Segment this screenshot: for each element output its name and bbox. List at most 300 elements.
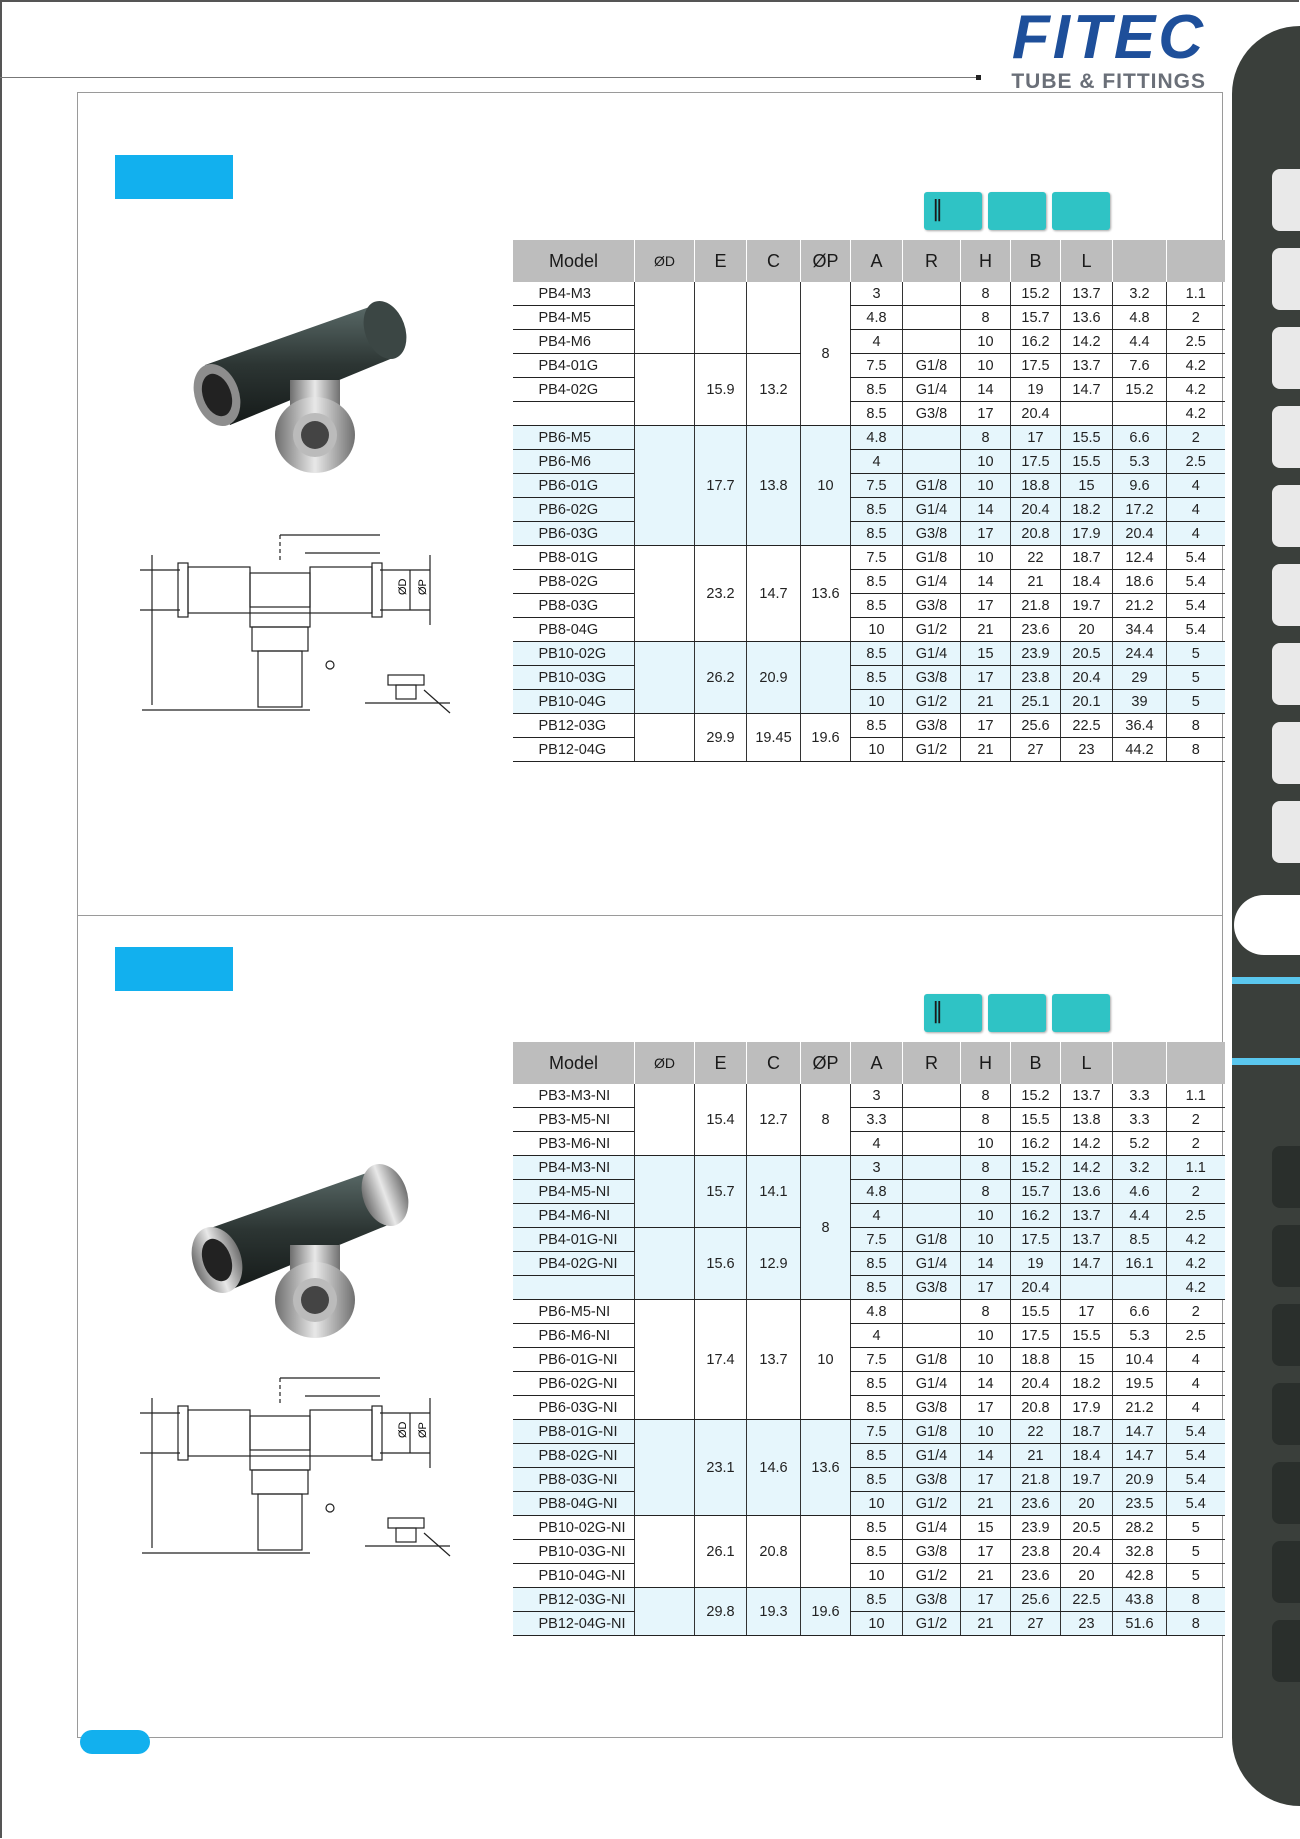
cell-h: 8 — [961, 1300, 1011, 1324]
cell-l: 19.7 — [1061, 594, 1113, 618]
cell-model: PB12-04G-NI — [513, 1612, 635, 1636]
cell-h: 21 — [961, 618, 1011, 642]
cell-model: PB8-01G-NI — [513, 1420, 635, 1444]
cell-r: G1/4 — [903, 1252, 961, 1276]
column-header — [1113, 240, 1167, 282]
cell-e: 26.2 — [695, 642, 747, 714]
cell-l: 17.9 — [1061, 522, 1113, 546]
cell-x1: 5.2 — [1113, 1132, 1167, 1156]
section-label-2 — [115, 947, 233, 991]
option-tab[interactable] — [988, 994, 1046, 1032]
cell-l: 20 — [1061, 1492, 1113, 1516]
side-index-tab[interactable] — [1272, 564, 1300, 626]
side-index-tab[interactable] — [1272, 1225, 1300, 1287]
cell-a: 10 — [851, 1564, 903, 1588]
cell-a: 4.8 — [851, 426, 903, 450]
cell-b: 16.2 — [1011, 1204, 1061, 1228]
cell-x2: 2.5 — [1167, 1204, 1225, 1228]
cell-b: 27 — [1011, 738, 1061, 762]
cell-e: 23.2 — [695, 546, 747, 642]
brand-tagline: TUBE & FITTINGS — [1011, 70, 1206, 93]
cell-l: 18.4 — [1061, 570, 1113, 594]
cell-model: PB3-M5-NI — [513, 1108, 635, 1132]
cell-model: PB12-03G — [513, 714, 635, 738]
table-row — [513, 594, 1225, 618]
cell-r — [903, 426, 961, 450]
side-index-accent — [1232, 1058, 1300, 1065]
table-row — [513, 1180, 1225, 1204]
cell-b: 21 — [1011, 570, 1061, 594]
cell-l: 15.5 — [1061, 450, 1113, 474]
table-row — [513, 1492, 1225, 1516]
cell-b: 20.4 — [1011, 498, 1061, 522]
cell-model: PB4-M3-NI — [513, 1156, 635, 1180]
cell-b: 19 — [1011, 1252, 1061, 1276]
cell-r: G3/8 — [903, 522, 961, 546]
cell-h: 8 — [961, 282, 1011, 306]
cell-r — [903, 330, 961, 354]
cell-model: PB12-04G — [513, 738, 635, 762]
cell-r — [903, 1108, 961, 1132]
cell-a: 10 — [851, 1612, 903, 1636]
cell-c: 19.3 — [747, 1588, 801, 1636]
side-index-tab[interactable] — [1272, 722, 1300, 784]
cell-p: 10 — [801, 1300, 851, 1420]
cell-p: 10 — [801, 426, 851, 546]
cell-x2: 5 — [1167, 642, 1225, 666]
cell-l: 14.2 — [1061, 330, 1113, 354]
cell-l: 18.7 — [1061, 546, 1113, 570]
cell-h: 10 — [961, 1324, 1011, 1348]
table-row — [513, 1516, 1225, 1540]
cell-l: 22.5 — [1061, 1588, 1113, 1612]
cell-model — [513, 1276, 635, 1300]
cell-a: 8.5 — [851, 498, 903, 522]
cell-r: G3/8 — [903, 1468, 961, 1492]
cell-a: 7.5 — [851, 1228, 903, 1252]
table-row — [513, 618, 1225, 642]
table-row — [513, 1396, 1225, 1420]
cell-x1: 23.5 — [1113, 1492, 1167, 1516]
cell-x1: 4.4 — [1113, 1204, 1167, 1228]
cell-h: 14 — [961, 498, 1011, 522]
cell-x1: 3.3 — [1113, 1108, 1167, 1132]
cell-r: G1/8 — [903, 474, 961, 498]
side-index-tab[interactable] — [1272, 248, 1300, 310]
cell-a: 3.3 — [851, 1108, 903, 1132]
cell-r: G1/2 — [903, 1612, 961, 1636]
cell-p — [801, 642, 851, 714]
cell-b: 15.2 — [1011, 1084, 1061, 1108]
table-row — [513, 1444, 1225, 1468]
od-label: ØD — [397, 1421, 409, 1438]
cell-h: 15 — [961, 642, 1011, 666]
cell-l: 22.5 — [1061, 714, 1113, 738]
table-row — [513, 378, 1225, 402]
cell-r — [903, 1084, 961, 1108]
cell-e: 15.4 — [695, 1084, 747, 1156]
cell-od — [635, 1156, 695, 1228]
cell-x1: 5.3 — [1113, 1324, 1167, 1348]
cell-l: 18.7 — [1061, 1420, 1113, 1444]
technical-drawing-1 — [130, 525, 510, 725]
cell-r: G1/2 — [903, 690, 961, 714]
cell-x2: 4.2 — [1167, 1228, 1225, 1252]
cell-x2: 4.2 — [1167, 1276, 1225, 1300]
cell-e: 15.9 — [695, 354, 747, 426]
cell-l: 14.7 — [1061, 378, 1113, 402]
option-tab[interactable] — [1052, 994, 1110, 1032]
column-header: H — [961, 1042, 1011, 1084]
table-row — [513, 570, 1225, 594]
cell-p: 13.6 — [801, 1420, 851, 1516]
cell-model: PB8-04G-NI — [513, 1492, 635, 1516]
side-index-tab[interactable] — [1272, 1620, 1300, 1682]
cell-model: PB8-04G — [513, 618, 635, 642]
cell-a: 8.5 — [851, 402, 903, 426]
cell-b: 16.2 — [1011, 1132, 1061, 1156]
cell-l: 14.2 — [1061, 1156, 1113, 1180]
cell-h: 10 — [961, 1348, 1011, 1372]
cell-x1 — [1113, 1276, 1167, 1300]
cell-l: 18.2 — [1061, 498, 1113, 522]
cell-l: 13.7 — [1061, 1084, 1113, 1108]
table-row — [513, 1108, 1225, 1132]
cell-b: 15.5 — [1011, 1108, 1061, 1132]
cell-x2: 1.1 — [1167, 1156, 1225, 1180]
cell-l: 17 — [1061, 1300, 1113, 1324]
brand-name: FITEC — [1011, 3, 1206, 72]
table-row — [513, 642, 1225, 666]
cell-x1: 5.3 — [1113, 450, 1167, 474]
side-index-tab[interactable] — [1272, 485, 1300, 547]
cell-model: PB4-02G-NI — [513, 1252, 635, 1276]
cell-h: 8 — [961, 306, 1011, 330]
table-row — [513, 1372, 1225, 1396]
table-row — [513, 738, 1225, 762]
cell-x2: 5.4 — [1167, 546, 1225, 570]
side-index-tab[interactable] — [1272, 1541, 1300, 1603]
cell-r — [903, 1324, 961, 1348]
cell-od — [635, 1516, 695, 1588]
cell-p: 8 — [801, 1084, 851, 1156]
cell-l: 15 — [1061, 474, 1113, 498]
cell-b: 25.1 — [1011, 690, 1061, 714]
page-number-badge — [80, 1730, 150, 1754]
cell-x1: 16.1 — [1113, 1252, 1167, 1276]
cell-x1: 9.6 — [1113, 474, 1167, 498]
cell-c: 14.6 — [747, 1420, 801, 1516]
column-header — [1167, 1042, 1225, 1084]
table-row — [513, 666, 1225, 690]
cell-h: 10 — [961, 1228, 1011, 1252]
cell-a: 7.5 — [851, 1348, 903, 1372]
cell-r — [903, 1156, 961, 1180]
cell-x2: 2.5 — [1167, 1324, 1225, 1348]
cell-b: 15.7 — [1011, 1180, 1061, 1204]
cell-x2: 2 — [1167, 306, 1225, 330]
cell-a: 8.5 — [851, 1372, 903, 1396]
column-header: B — [1011, 240, 1061, 282]
cell-l: 19.7 — [1061, 1468, 1113, 1492]
table-row — [513, 1348, 1225, 1372]
cell-r: G1/4 — [903, 1444, 961, 1468]
column-header — [1167, 240, 1225, 282]
cell-od — [635, 642, 695, 714]
cell-b: 17 — [1011, 426, 1061, 450]
cell-r — [903, 1300, 961, 1324]
cell-h: 10 — [961, 474, 1011, 498]
cell-r — [903, 1132, 961, 1156]
table-row — [513, 330, 1225, 354]
cell-x1: 29 — [1113, 666, 1167, 690]
cell-h: 17 — [961, 402, 1011, 426]
cell-h: 17 — [961, 1540, 1011, 1564]
cell-l: 13.7 — [1061, 354, 1113, 378]
cell-a: 8.5 — [851, 1540, 903, 1564]
cell-h: 10 — [961, 1204, 1011, 1228]
cell-h: 14 — [961, 1252, 1011, 1276]
cell-x1: 24.4 — [1113, 642, 1167, 666]
cell-b: 19 — [1011, 378, 1061, 402]
option-tab[interactable] — [924, 192, 982, 230]
cell-c: 14.1 — [747, 1156, 801, 1228]
cell-x2: 5.4 — [1167, 1468, 1225, 1492]
cell-h: 17 — [961, 1276, 1011, 1300]
cell-l: 13.6 — [1061, 306, 1113, 330]
table-row — [513, 1324, 1225, 1348]
side-index-tab[interactable] — [1272, 1462, 1300, 1524]
cell-a: 7.5 — [851, 354, 903, 378]
cell-x2: 4 — [1167, 1348, 1225, 1372]
column-header: R — [903, 1042, 961, 1084]
cell-x2: 2 — [1167, 1132, 1225, 1156]
side-index-tab[interactable] — [1272, 643, 1300, 705]
cell-x1: 18.6 — [1113, 570, 1167, 594]
section-label-1 — [115, 155, 233, 199]
side-index-tab[interactable] — [1272, 801, 1300, 863]
cell-a: 4 — [851, 450, 903, 474]
cell-b: 15.7 — [1011, 306, 1061, 330]
cell-c: 19.45 — [747, 714, 801, 762]
cell-b: 20.8 — [1011, 1396, 1061, 1420]
cell-l: 20.5 — [1061, 1516, 1113, 1540]
cell-b: 23.8 — [1011, 1540, 1061, 1564]
side-index-tab[interactable] — [1272, 1146, 1300, 1208]
cell-model: PB4-M6-NI — [513, 1204, 635, 1228]
column-header: C — [747, 240, 801, 282]
cell-x1: 6.6 — [1113, 1300, 1167, 1324]
cell-b: 23.6 — [1011, 1492, 1061, 1516]
side-index-tab[interactable] — [1272, 327, 1300, 389]
cell-x2: 2 — [1167, 1300, 1225, 1324]
cell-model: PB6-03G-NI — [513, 1396, 635, 1420]
cell-x1: 15.2 — [1113, 378, 1167, 402]
side-index-current[interactable] — [1234, 895, 1300, 955]
cell-c: 12.7 — [747, 1084, 801, 1156]
table-row — [513, 1276, 1225, 1300]
column-header: A — [851, 1042, 903, 1084]
cell-x1 — [1113, 402, 1167, 426]
column-header: ØD — [635, 1042, 695, 1084]
cell-a: 8.5 — [851, 522, 903, 546]
cell-r: G3/8 — [903, 1588, 961, 1612]
cell-model: PB10-04G-NI — [513, 1564, 635, 1588]
cell-x1: 8.5 — [1113, 1228, 1167, 1252]
cell-l — [1061, 402, 1113, 426]
cell-l: 14.7 — [1061, 1252, 1113, 1276]
option-tab[interactable] — [988, 192, 1046, 230]
cell-model: PB4-M5-NI — [513, 1180, 635, 1204]
cell-r: G1/8 — [903, 1348, 961, 1372]
table-row — [513, 426, 1225, 450]
cell-h: 17 — [961, 714, 1011, 738]
column-header — [1113, 1042, 1167, 1084]
header-rule — [0, 77, 980, 78]
column-header: Model — [513, 1042, 635, 1084]
cell-x2: 5 — [1167, 1564, 1225, 1588]
cell-l: 13.6 — [1061, 1180, 1113, 1204]
cell-od — [635, 714, 695, 762]
cell-a: 4 — [851, 1204, 903, 1228]
cell-x2: 2 — [1167, 1108, 1225, 1132]
side-index-tab[interactable] — [1272, 406, 1300, 468]
cell-x2: 4.2 — [1167, 354, 1225, 378]
cell-e: 23.1 — [695, 1420, 747, 1516]
cell-a: 8.5 — [851, 714, 903, 738]
cell-od — [635, 1300, 695, 1420]
option-tab[interactable] — [924, 994, 982, 1032]
side-index-tab[interactable] — [1272, 169, 1300, 231]
cell-a: 8.5 — [851, 1588, 903, 1612]
table-row — [513, 1204, 1225, 1228]
cell-r: G3/8 — [903, 402, 961, 426]
table-row — [513, 1588, 1225, 1612]
cell-r: G3/8 — [903, 666, 961, 690]
cell-a: 4 — [851, 1324, 903, 1348]
cell-model: PB10-02G-NI — [513, 1516, 635, 1540]
cell-b: 20.8 — [1011, 522, 1061, 546]
option-tabs-2 — [924, 994, 1109, 1032]
cell-x2: 2 — [1167, 1180, 1225, 1204]
option-tab[interactable] — [1052, 192, 1110, 230]
cell-b: 15.5 — [1011, 1300, 1061, 1324]
cell-x1: 36.4 — [1113, 714, 1167, 738]
cell-b: 23.9 — [1011, 1516, 1061, 1540]
cell-r — [903, 1180, 961, 1204]
table-row — [513, 690, 1225, 714]
cell-e: 29.9 — [695, 714, 747, 762]
cell-a: 8.5 — [851, 1468, 903, 1492]
cell-x2: 4 — [1167, 474, 1225, 498]
cell-e: 15.6 — [695, 1228, 747, 1300]
cell-x1: 21.2 — [1113, 1396, 1167, 1420]
cell-h: 17 — [961, 666, 1011, 690]
side-index-tab[interactable] — [1272, 1383, 1300, 1445]
cell-x2: 4.2 — [1167, 1252, 1225, 1276]
cell-x1: 43.8 — [1113, 1588, 1167, 1612]
cell-a: 10 — [851, 690, 903, 714]
cell-b: 15.2 — [1011, 282, 1061, 306]
cell-c: 14.7 — [747, 546, 801, 642]
cell-e: 29.8 — [695, 1588, 747, 1636]
table-row — [513, 522, 1225, 546]
cell-x1: 3.2 — [1113, 1156, 1167, 1180]
cell-l: 18.4 — [1061, 1444, 1113, 1468]
column-header: R — [903, 240, 961, 282]
table-row — [513, 474, 1225, 498]
cell-model: PB10-03G-NI — [513, 1540, 635, 1564]
table-header-row — [513, 1042, 1225, 1084]
cell-a: 8.5 — [851, 594, 903, 618]
cell-b: 21.8 — [1011, 1468, 1061, 1492]
cell-c: 12.9 — [747, 1228, 801, 1300]
cell-c: 13.2 — [747, 354, 801, 426]
cell-od — [635, 354, 695, 426]
cell-a: 10 — [851, 1492, 903, 1516]
tab-glyph: ‖ — [932, 197, 943, 222]
cell-model — [513, 402, 635, 426]
cell-model: PB8-01G — [513, 546, 635, 570]
cell-h: 14 — [961, 1372, 1011, 1396]
cell-model: PB8-03G — [513, 594, 635, 618]
cell-model: PB4-M6 — [513, 330, 635, 354]
column-header: H — [961, 240, 1011, 282]
cell-h: 17 — [961, 1468, 1011, 1492]
cell-a: 8.5 — [851, 1252, 903, 1276]
cell-p: 8 — [801, 1156, 851, 1300]
cell-c: 20.9 — [747, 642, 801, 714]
cell-l: 20.1 — [1061, 690, 1113, 714]
cell-r: G1/4 — [903, 498, 961, 522]
cell-x2: 5.4 — [1167, 1420, 1225, 1444]
cell-b: 22 — [1011, 546, 1061, 570]
cell-r: G1/4 — [903, 642, 961, 666]
product-photo-2 — [185, 1150, 455, 1350]
cell-h: 15 — [961, 1516, 1011, 1540]
cell-b: 20.4 — [1011, 1276, 1061, 1300]
cell-h: 17 — [961, 1588, 1011, 1612]
cell-x1: 28.2 — [1113, 1516, 1167, 1540]
cell-x2: 5.4 — [1167, 618, 1225, 642]
cell-r: G1/4 — [903, 570, 961, 594]
cell-l: 13.7 — [1061, 1228, 1113, 1252]
cell-x1: 51.6 — [1113, 1612, 1167, 1636]
cell-l: 20.4 — [1061, 1540, 1113, 1564]
cell-r: G3/8 — [903, 1396, 961, 1420]
column-header: L — [1061, 240, 1113, 282]
cell-x2: 1.1 — [1167, 282, 1225, 306]
cell-x2: 5 — [1167, 666, 1225, 690]
cell-h: 8 — [961, 1084, 1011, 1108]
cell-a: 8.5 — [851, 1444, 903, 1468]
cell-b: 15.2 — [1011, 1156, 1061, 1180]
cell-x2: 4 — [1167, 1372, 1225, 1396]
cell-a: 10 — [851, 738, 903, 762]
cell-r: G1/8 — [903, 1420, 961, 1444]
cell-x2: 4.2 — [1167, 378, 1225, 402]
cell-b: 22 — [1011, 1420, 1061, 1444]
cell-l: 17.9 — [1061, 1396, 1113, 1420]
table-row — [513, 714, 1225, 738]
cell-a: 4.8 — [851, 1180, 903, 1204]
cell-b: 17.5 — [1011, 354, 1061, 378]
cell-l: 20.4 — [1061, 666, 1113, 690]
cell-e — [695, 282, 747, 354]
cell-r: G3/8 — [903, 1276, 961, 1300]
side-index-tab[interactable] — [1272, 1304, 1300, 1366]
cell-x2: 5 — [1167, 1540, 1225, 1564]
